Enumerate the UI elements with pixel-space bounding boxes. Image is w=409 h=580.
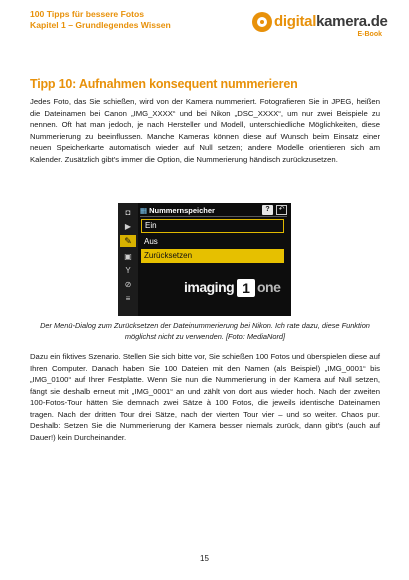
image-caption: Der Menü-Dialog zum Zurücksetzen der Dateinummerierung bei Nikon. Ich rate dazu, diese Funktion möglichst nicht zu verwenden. [Foto: MediaNord] bbox=[40, 321, 370, 341]
setup-icon: Y bbox=[125, 266, 131, 275]
camera-icon: ◘ bbox=[125, 208, 131, 217]
logo-lens-icon bbox=[252, 12, 272, 32]
watermark-part-3: one bbox=[257, 279, 281, 295]
logo-subtitle: E-Book bbox=[357, 31, 382, 38]
pencil-icon: ✎ bbox=[120, 235, 136, 247]
paragraph-intro: Jedes Foto, das Sie schießen, wird von der Kamera nummeriert. Fotografieren Sie in JPEG, heißen die Dateinamen bei Canon „IMG_XXXX“ und bei Nikon „DSC_XXXX“, um nur zwei Beispiele zu nennen. Oft hat man jedoch, je nach Hersteller und Modell, unterschiedliche Möglichkeiten, diese Nummerierung zu beeinflussen. Manche Kameras können diese auf Wunsch beim Einsatz einer neuen Speicherkarte automatisch wieder auf Null setzen; andere Modelle orientieren sich am Kalender. Zusätzlich gibt's immer die Option, die Nummerierung händisch zurückzusetzen. bbox=[30, 97, 380, 164]
menu-title-text: Nummernspeicher bbox=[149, 206, 215, 215]
numbering-icon: ▦ bbox=[140, 206, 148, 215]
back-icon: ↶ bbox=[276, 205, 287, 215]
section-title: Tipp 10: Aufnahmen konsequent nummerieren bbox=[30, 77, 298, 91]
logo-wordmark bbox=[274, 13, 388, 30]
logo-part-2: kamera.de bbox=[316, 13, 388, 30]
paragraph-scenario: Dazu ein fiktives Szenario. Stellen Sie sich bitte vor, Sie schießen 100 Fotos und überspielen diese auf Ihren Computer. Danach haben Sie 100 Dateien mit den Namen (als Beispiel) „IMG_0001“ bis „IMG_0100“ auf Ihrer Festplatte. Wenn Sie nun die Nummerierung in der Kamera auf Null setzen, fängt sie deshalb erneut mit „IMG_0001“ an und zählt von dort aus wieder hoch. Nach der zweiten 100-Fotos-Tour hätten Sie demnach zwei Sätze à 100 Fotos, die jeweils identische Dateinamen tragen. Nach der dritten Tour drei Sätze, nach der vierten Tour vier – und so weiter. Chaos pur. Deshalb: Setzen Sie die Nummerierung der Kamera besser niemals zurück, dann gibt's (auch auf Dauer!) kein Durcheinander. bbox=[30, 352, 380, 442]
help-icon: ? bbox=[262, 205, 273, 215]
menu-title bbox=[140, 206, 215, 215]
playback-icon: ▶ bbox=[124, 222, 132, 231]
watermark-part-2: 1 bbox=[237, 279, 255, 297]
book-title: 100 Tipps für bessere Fotos bbox=[30, 9, 144, 19]
chapter-title: Kapitel 1 – Grundlegendes Wissen bbox=[30, 20, 171, 30]
digitalkamera-logo bbox=[252, 12, 388, 42]
menu-divider bbox=[140, 216, 287, 217]
retouch-icon: ⊘ bbox=[124, 280, 132, 289]
page-number: 15 bbox=[200, 554, 209, 563]
header-titles bbox=[30, 9, 171, 31]
page-header bbox=[30, 9, 388, 45]
camera-menu-screenshot bbox=[118, 203, 291, 316]
menu-side-tabs bbox=[118, 203, 138, 316]
menu-option-zuruecksetzen: Zurücksetzen bbox=[141, 249, 284, 263]
watermark-part-1: imaging bbox=[184, 279, 235, 295]
logo-part-1: digital bbox=[274, 13, 317, 30]
menu-option-aus: Aus bbox=[144, 237, 158, 246]
movie-icon: ▣ bbox=[124, 252, 132, 261]
menu-option-ein: Ein bbox=[141, 219, 284, 233]
mymenu-icon: ≡ bbox=[125, 294, 131, 303]
